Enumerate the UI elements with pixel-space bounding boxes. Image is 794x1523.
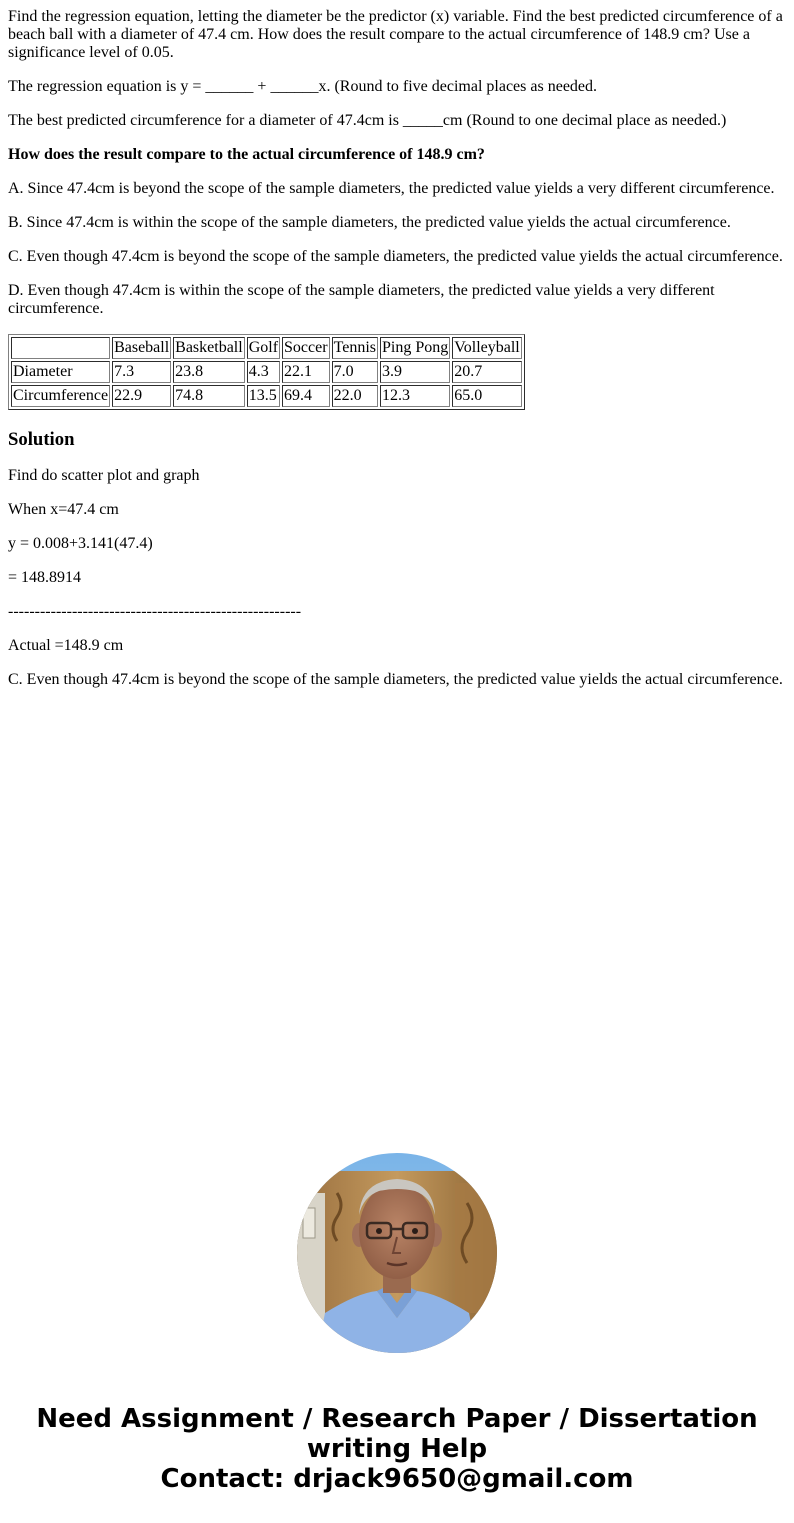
author-photo xyxy=(297,1153,497,1353)
option-b: B. Since 47.4cm is within the scope of the sample diameters, the predicted value yields the actual circumference. xyxy=(8,214,731,231)
table-cell: 22.9 xyxy=(112,385,171,407)
option-c: C. Even though 47.4cm is beyond the scope of the sample diameters, the predicted value yields the actual circumference. xyxy=(8,248,783,265)
data-table xyxy=(8,334,525,410)
table-cell: Baseball xyxy=(112,337,171,359)
table-row xyxy=(11,385,522,407)
option-a: A. Since 47.4cm is beyond the scope of the sample diameters, the predicted value yields a very different circumference. xyxy=(8,180,775,197)
table-cell: 7.0 xyxy=(332,361,378,383)
table-cell: 22.1 xyxy=(282,361,330,383)
table-cell: 13.5 xyxy=(247,385,280,407)
contact-footer xyxy=(0,1404,794,1494)
table-cell: 22.0 xyxy=(332,385,378,407)
solution-heading: Solution xyxy=(8,429,75,450)
table-cell: 7.3 xyxy=(112,361,171,383)
table-header-row xyxy=(11,337,522,359)
solution-line: = 148.8914 xyxy=(8,569,82,586)
question-intro: Find the regression equation, letting the diameter be the predictor (x) variable. Find the best predicted circumference of a beach ball with a diameter of 47.4 cm. How does the result compare to the actual circumference of 148.9 cm? Use a significance level of 0.05. xyxy=(8,8,783,61)
table-cell: 69.4 xyxy=(282,385,330,407)
table-cell xyxy=(11,337,110,359)
table-row xyxy=(11,361,522,383)
table-cell: 65.0 xyxy=(452,385,521,407)
option-d: D. Even though 47.4cm is within the scope of the sample diameters, the predicted value yields a very different circumference. xyxy=(8,282,715,317)
solution-answer: C. Even though 47.4cm is beyond the scope of the sample diameters, the predicted value yields the actual circumference. xyxy=(8,671,783,688)
table-cell: Tennis xyxy=(332,337,378,359)
table-cell: Basketball xyxy=(173,337,245,359)
solution-line: y = 0.008+3.141(47.4) xyxy=(8,535,153,552)
table-cell: 74.8 xyxy=(173,385,245,407)
prediction-prompt: The best predicted circumference for a diameter of 47.4cm is _____cm (Round to one decimal place as needed.) xyxy=(8,112,727,129)
table-cell: Diameter xyxy=(11,361,110,383)
table-cell: 12.3 xyxy=(380,385,450,407)
table-cell: Soccer xyxy=(282,337,330,359)
table-cell: Golf xyxy=(247,337,280,359)
solution-divider: ------------------------------------------------------- xyxy=(8,603,302,620)
footer-contact: Contact: drjack9650@gmail.com xyxy=(160,1464,634,1494)
table-cell: Circumference xyxy=(11,385,110,407)
compare-prompt: How does the result compare to the actual circumference of 148.9 cm? xyxy=(8,146,485,163)
table-cell: 3.9 xyxy=(380,361,450,383)
solution-line: Actual =148.9 cm xyxy=(8,637,124,654)
table-cell: 20.7 xyxy=(452,361,521,383)
table-cell: 4.3 xyxy=(247,361,280,383)
table-cell: Ping Pong xyxy=(380,337,450,359)
footer-line: Need Assignment / Research Paper / Dissertation xyxy=(36,1404,758,1434)
document-body xyxy=(8,8,786,705)
footer-line: writing Help xyxy=(306,1434,488,1464)
author-photo-image xyxy=(297,1153,497,1353)
table-cell: Volleyball xyxy=(452,337,521,359)
table-cell: 23.8 xyxy=(173,361,245,383)
solution-line: Find do scatter plot and graph xyxy=(8,467,200,484)
regression-prompt: The regression equation is y = ______ + ______x. (Round to five decimal places as needed. xyxy=(8,78,598,95)
solution-line: When x=47.4 cm xyxy=(8,501,119,518)
